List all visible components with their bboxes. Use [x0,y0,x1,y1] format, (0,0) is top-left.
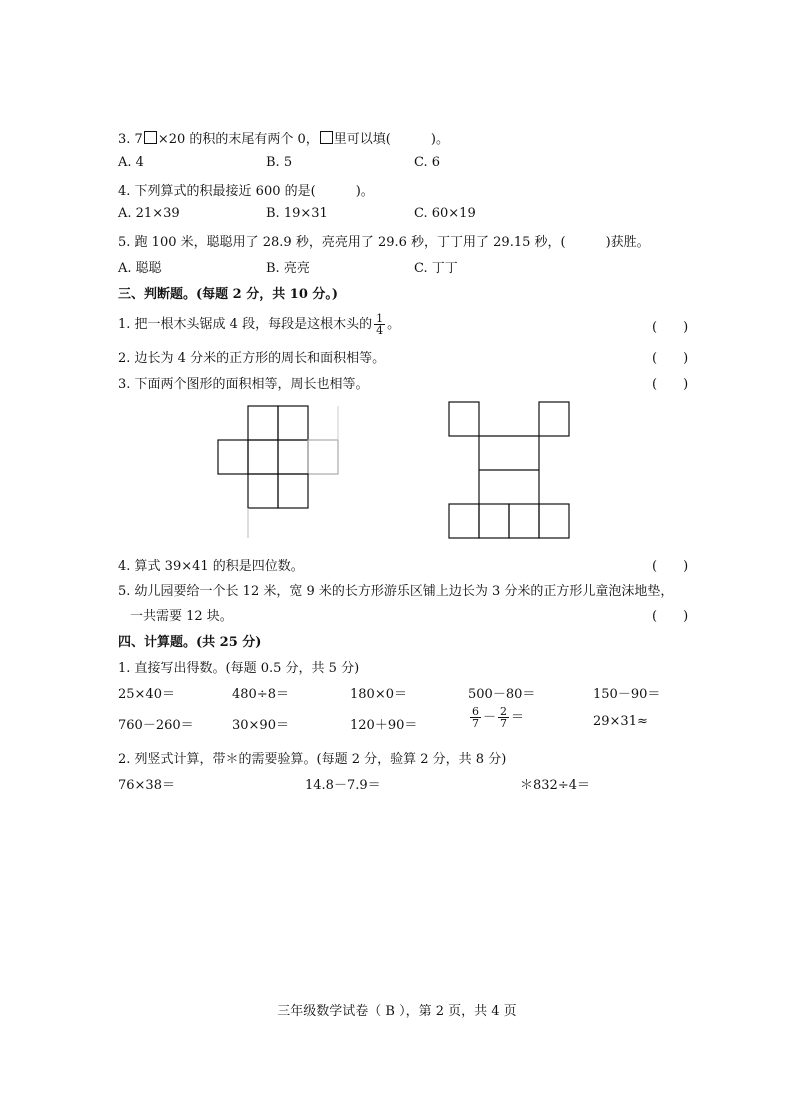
section-4-title: 四、计算题。(共 25 分) [118,635,262,650]
q5-text: 5. 跑 100 米，聪聪用了 28.9 秒，亮亮用了 29.6 秒，丁丁用了 29.15 秒，( [118,235,566,250]
calc-item: 120＋90＝ [350,718,418,733]
question-5 [118,231,650,250]
q3-option-b: B. 5 [266,155,293,170]
calc-item: 480÷8＝ [232,687,289,702]
calc-item: 30×90＝ [232,718,289,733]
question-4 [118,180,374,199]
fraction: $\frac{2}{7}$ [500,705,508,730]
cross-shape-figure [214,402,344,542]
judge-item-5-cont: 一共需要 12 块。 [130,609,233,624]
judge-item-3: 3. 下面两个图形的面积相等，周长也相等。 [118,377,369,392]
q3-text-c: 里可以填( [333,132,391,147]
calc-item: 500－80＝ [468,687,536,702]
q4-option-c: C. 60×19 [414,206,476,221]
calc-item-fraction: $\frac{6}{7}$ － $\frac{2}{7}$ ＝ [472,705,525,730]
calc-item: 29×31≈ [593,714,648,729]
judge-4-answer: ( ) [652,559,689,574]
vertical-calc-item: 14.8－7.9＝ [305,778,381,793]
q4-end: )。 [355,184,374,199]
calc-item: 760－260＝ [118,718,194,733]
q3-text-a: 3. 7 [118,132,143,147]
fraction: $\frac{6}{7}$ [472,705,479,730]
judge-1-answer: ( ) [652,320,689,335]
judge-3-answer: ( ) [652,377,689,392]
blank-box [320,131,333,144]
q5-option-c: C. 丁丁 [414,261,458,276]
judge-item-4: 4. 算式 39×41 的积是四位数。 [118,559,304,574]
judge-item-2: 2. 边长为 4 分米的正方形的周长和面积相等。 [118,351,386,366]
q4-option-b: B. 19×31 [266,206,328,221]
calc-item: 25×40＝ [118,687,175,702]
judge-5-answer: ( ) [652,609,689,624]
judge-item-1: 1. 把一根木头锯成 4 段，每段是这根木头的 $\frac{1}{4}$ 。 [118,312,401,337]
blank-box [144,131,157,144]
q5-end: )获胜。 [605,235,650,250]
question-3 [118,128,449,147]
judge-item-5: 5. 幼儿园要给一个长 12 米，宽 9 米的长方形游乐区铺上边长为 3 分米的正方形儿童泡沫地垫， [118,584,674,599]
section-3-title: 三、判断题。(每题 2 分，共 10 分。) [118,287,339,302]
q3-end: )。 [430,132,449,147]
q4-text: 4. 下列算式的积最接近 600 的是( [118,184,316,199]
q3-option-a: A. 4 [118,155,144,170]
fraction: $\frac{1}{4}$ [376,312,384,337]
vertical-calc-item: ＊832÷4＝ [520,778,590,793]
calc-item: 150－90＝ [593,687,661,702]
q3-text-b: ×20 的积的末尾有两个 0， [157,132,319,147]
calc-item: 180×0＝ [350,687,407,702]
page-footer: 三年级数学试卷（ B ），第 2 页，共 4 页 [277,1004,517,1019]
q3-option-c: C. 6 [414,155,441,170]
q4-option-a: A. 21×39 [118,206,180,221]
judge-2-answer: ( ) [652,351,689,366]
h-shape-figure [445,398,585,540]
vertical-calc-item: 76×38＝ [118,778,175,793]
judge-1-text: 1. 把一根木头锯成 4 段，每段是这根木头的 [118,317,373,332]
calc-subtitle-1: 1. 直接写出得数。(每题 0.5 分，共 5 分) [118,661,360,676]
calc-subtitle-2: 2. 列竖式计算，带＊的需要验算。(每题 2 分，验算 2 分，共 8 分) [118,752,507,767]
q5-option-a: A. 聪聪 [118,261,162,276]
q5-option-b: B. 亮亮 [266,261,310,276]
